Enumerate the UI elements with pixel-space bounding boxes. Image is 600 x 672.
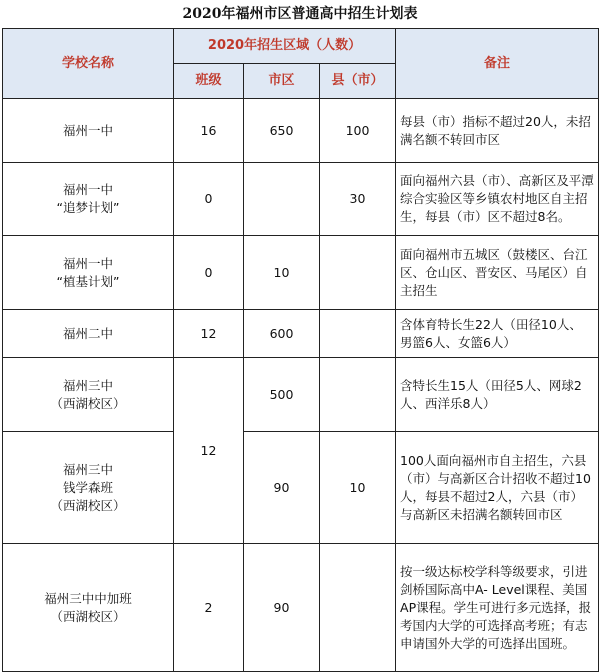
header-county: 县（市） [320,64,396,99]
city-cell: 650 [244,99,320,163]
page-title: 2020年福州市区普通高中招生计划表 [182,6,418,22]
county-cell: 30 [320,163,396,236]
county-cell [320,358,396,432]
note-cell: 面向福州六县（市）、高新区及平潭综合实验区等乡镇农村地区自主招生，每县（市）区不超过8名。 [396,163,599,236]
classes-cell: 12 [174,310,244,358]
city-cell: 90 [244,432,320,544]
classes-cell: 0 [174,163,244,236]
header-area-group: 2020年招生区域（人数） [174,29,396,64]
county-cell: 10 [320,432,396,544]
school-name: 福州一中 “追梦计划” [3,163,174,236]
classes-cell-merged: 12 [174,358,244,544]
city-cell: 10 [244,236,320,310]
school-name: 福州一中 [3,99,174,163]
school-name: 福州三中中加班 （西湖校区） [3,544,174,672]
table-row [3,544,599,672]
note-cell: 按一级达标校学科等级要求，引进剑桥国际高中A- Level课程、美国AP课程。学生可进行多元选择，报考国内大学的可选择高考班；有志申请国外大学的可选择出国班。 [396,544,599,672]
table-row [3,310,599,358]
enrollment-table [2,28,599,672]
header-city: 市区 [244,64,320,99]
city-cell: 90 [244,544,320,672]
county-cell [320,544,396,672]
table-row [3,432,599,544]
classes-cell: 16 [174,99,244,163]
note-cell: 含体育特长生22人（田径10人、男篮6人、女篮6人） [396,310,599,358]
classes-cell: 0 [174,236,244,310]
city-cell: 500 [244,358,320,432]
note-cell: 面向福州市五城区（鼓楼区、台江区、仓山区、晋安区、马尾区）自主招生 [396,236,599,310]
school-name: 福州一中 “植基计划” [3,236,174,310]
county-cell: 100 [320,99,396,163]
header-school: 学校名称 [3,29,174,99]
school-name: 福州三中 （西湖校区） [3,358,174,432]
county-cell [320,236,396,310]
school-name: 福州二中 [3,310,174,358]
school-name: 福州三中 钱学森班 （西湖校区） [3,432,174,544]
city-cell [244,163,320,236]
classes-cell: 2 [174,544,244,672]
table-row [3,99,599,163]
header-classes: 班级 [174,64,244,99]
note-cell: 每县（市）指标不超过20人，未招满名额不转回市区 [396,99,599,163]
table-row [3,358,599,432]
note-cell: 100人面向福州市自主招生，六县（市）与高新区合计招收不超过10人，每县不超过2人，六县（市）与高新区未招满名额转回市区 [396,432,599,544]
city-cell: 600 [244,310,320,358]
note-cell: 含特长生15人（田径5人、网球2人、西洋乐8人） [396,358,599,432]
table-row [3,163,599,236]
table-row [3,236,599,310]
header-note: 备注 [396,29,599,99]
county-cell [320,310,396,358]
